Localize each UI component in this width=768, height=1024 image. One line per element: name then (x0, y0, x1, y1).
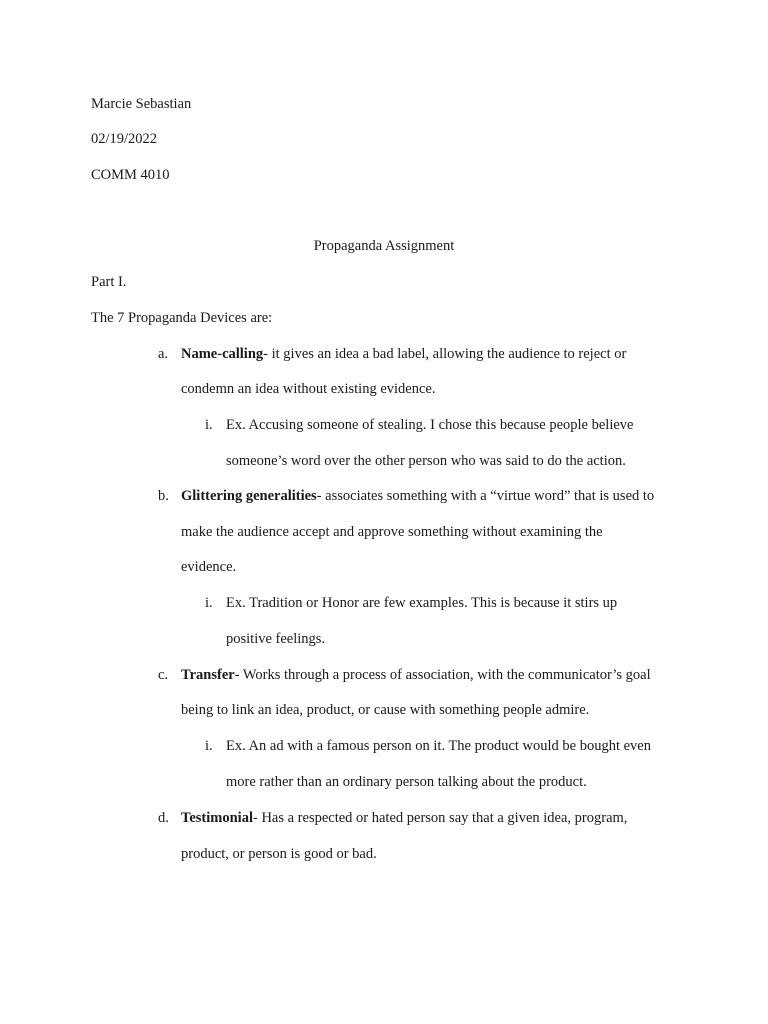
term-label: Name-calling (181, 346, 264, 362)
author-name: Marcie Sebastian (91, 96, 192, 112)
part-heading: Part I. (91, 274, 127, 290)
assignment-date: 02/19/2022 (91, 131, 158, 147)
list-marker: b. (158, 488, 169, 504)
sublist-marker: i. (205, 738, 213, 754)
list-item-line: Glittering generalities- associates something with a “virtue word” that is used to (181, 488, 655, 504)
list-item-line: being to link an idea, product, or cause with something people admire. (181, 702, 590, 718)
list-marker: c. (158, 667, 169, 683)
example-line: positive feelings. (226, 631, 326, 647)
intro-text: The 7 Propaganda Devices are: (91, 310, 273, 326)
list-item-line: make the audience accept and approve something without examining the (181, 524, 603, 540)
sublist-marker: i. (205, 595, 213, 611)
list-item-line: product, or person is good or bad. (181, 846, 377, 862)
list-marker: d. (158, 810, 169, 826)
list-marker: a. (158, 346, 169, 362)
document-title: Propaganda Assignment (313, 238, 455, 254)
list-item-line: evidence. (181, 559, 237, 575)
term-label: Glittering generalities (181, 488, 317, 504)
course-code: COMM 4010 (91, 167, 170, 183)
example-line: someone’s word over the other person who was said to do the action. (226, 453, 626, 469)
list-item-line: Testimonial- Has a respected or hated person say that a given idea, program, (181, 810, 628, 826)
example-line: Ex. Accusing someone of stealing. I chose this because people believe (226, 417, 634, 433)
term-label: Transfer (181, 667, 235, 683)
term-label: Testimonial (181, 810, 253, 826)
list-item-line: condemn an idea without existing evidence. (181, 381, 436, 397)
example-line: Ex. An ad with a famous person on it. The product would be bought even (226, 738, 651, 754)
example-line: Ex. Tradition or Honor are few examples. This is because it stirs up (226, 595, 618, 611)
sublist-marker: i. (205, 417, 213, 433)
list-item-line: Name-calling- it gives an idea a bad label, allowing the audience to reject or (181, 346, 627, 362)
list-item-line: Transfer- Works through a process of association, with the communicator’s goal (181, 667, 651, 683)
example-line: more rather than an ordinary person talking about the product. (226, 774, 587, 790)
